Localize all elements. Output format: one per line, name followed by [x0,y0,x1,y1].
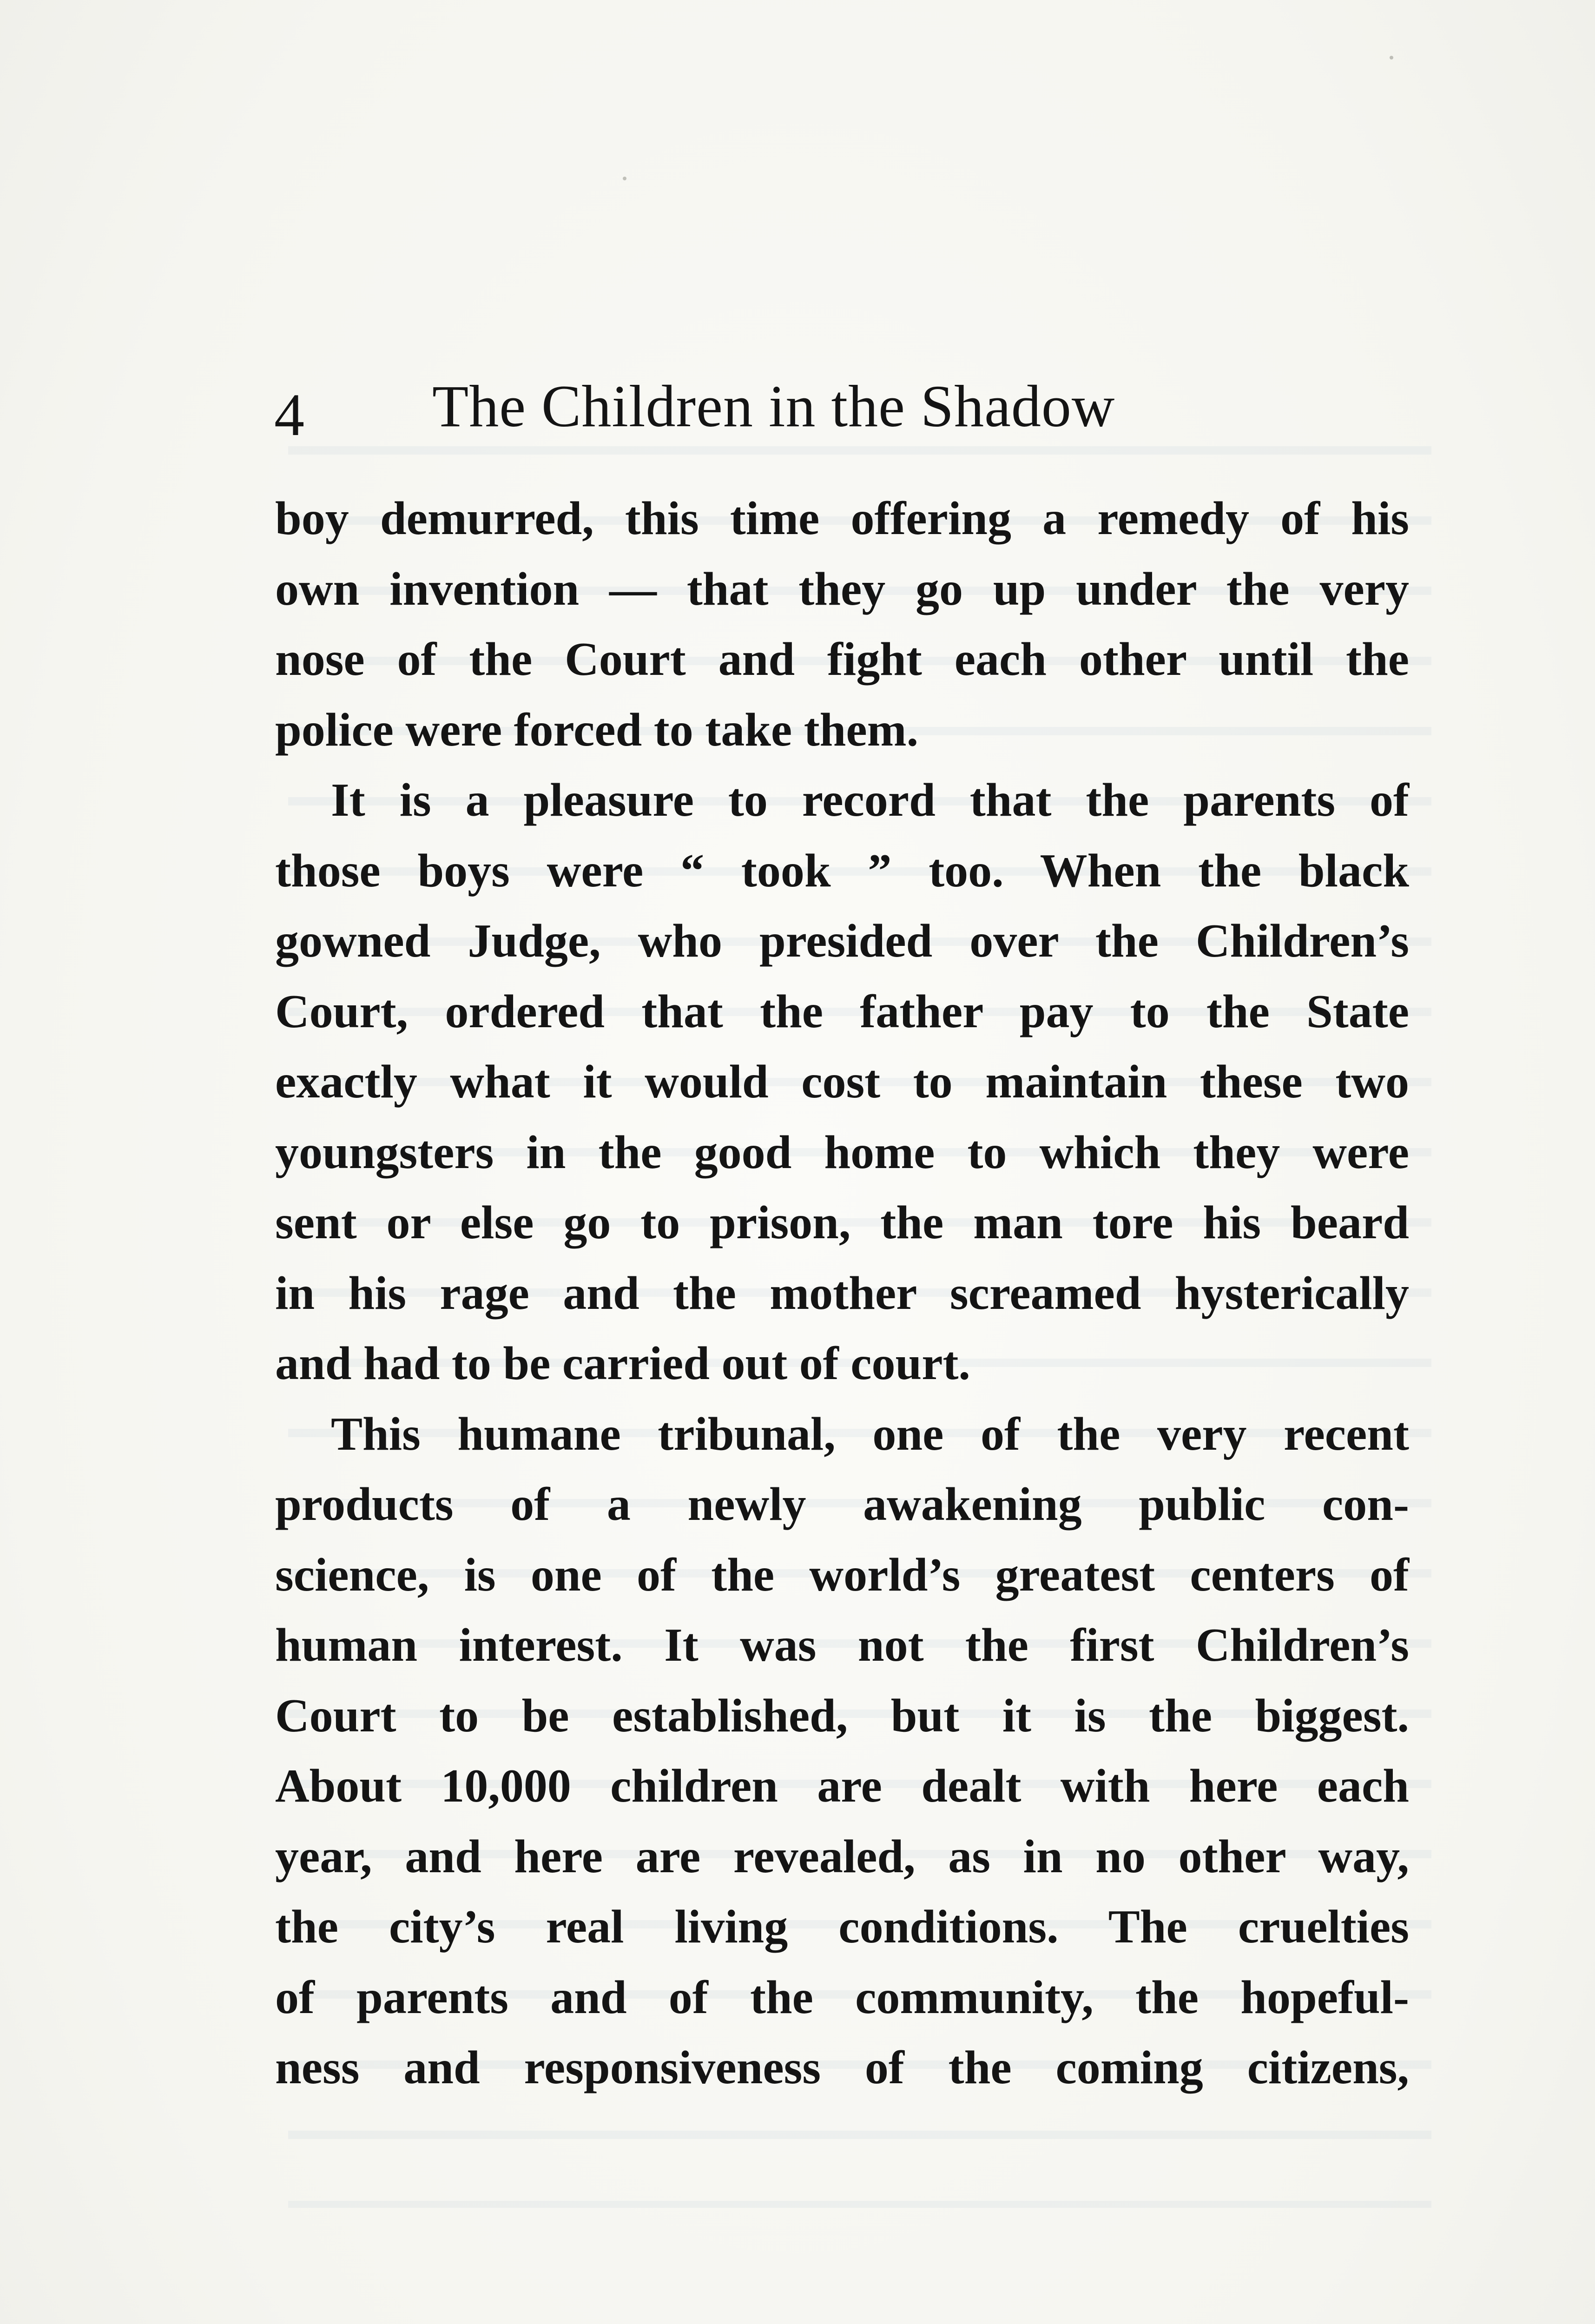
text-line: human interest. It was not the first Children’s [275,1619,1409,1671]
text-line: and had to be carried out of court. [275,1337,970,1390]
paper-speck [1390,56,1393,59]
text-line: gowned Judge, who presided over the Children’s [275,915,1409,967]
text-line: Court to be established, but it is the biggest. [275,1689,1409,1742]
text-line: exactly what it would cost to maintain these two [275,1056,1409,1108]
text-line: science, is one of the world’s greatest centers of [275,1548,1409,1601]
text-line: Court, ordered that the father pay to the State [275,985,1409,1038]
text-line: own invention — that they go up under the very [275,562,1409,615]
text-line: nose of the Court and fight each other until the [275,633,1409,686]
text-line: About 10,000 children are dealt with here each [275,1760,1409,1812]
text-line: of parents and of the community, the hopeful- [275,1971,1409,2024]
text-line: youngsters in the good home to which they were [275,1126,1409,1179]
paper-speck [623,177,626,180]
text-line: in his rage and the mother screamed hysterically [275,1267,1409,1320]
text-line: those boys were “ took ” too. When the black [275,844,1409,897]
text-line: products of a newly awakening public con- [275,1478,1409,1531]
page-header [274,373,1413,456]
text-line: police were forced to take them. [275,703,919,756]
text-line: sent or else go to prison, the man tore his beard [275,1196,1409,1249]
text-line: This humane tribunal, one of the very recent [331,1407,1409,1460]
text-line: ness and responsiveness of the coming citizens, [275,2041,1409,2094]
page-number: 4 [274,382,304,449]
running-title: The Children in the Shadow [432,373,1115,439]
body-text [275,483,1409,2103]
text-line: the city’s real living conditions. The cruelties [275,1901,1409,1953]
text-line: boy demurred, this time offering a remedy of his [275,492,1409,545]
text-line: It is a pleasure to record that the parents of [331,774,1409,826]
text-line: year, and here are revealed, as in no other way, [275,1830,1409,1883]
